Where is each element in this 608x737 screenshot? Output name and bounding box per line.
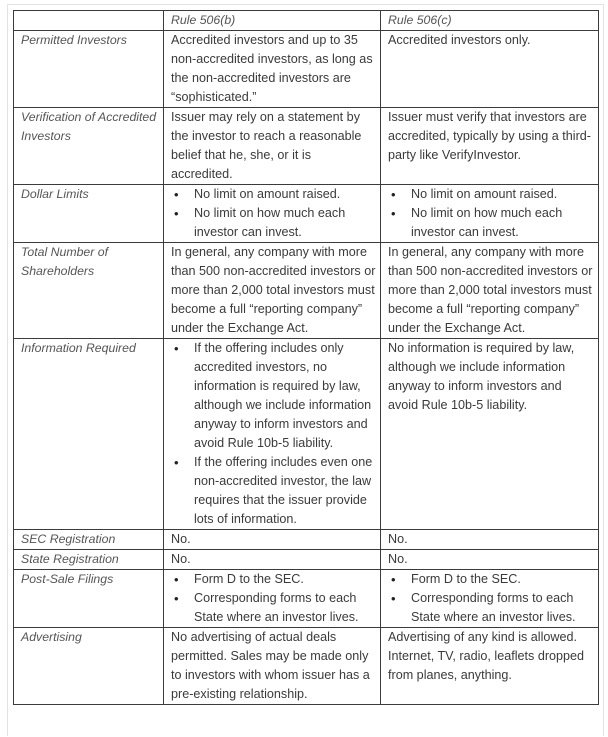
bullet-list <box>171 185 376 242</box>
row-label: Dollar Limits <box>14 185 164 243</box>
cell-506c: No. <box>381 530 599 550</box>
row-advertising <box>14 628 599 705</box>
cell-506b: No advertising of actual deals permitted. Sales may be made only to investors with whom issuer has a pre-existing relationship. <box>164 628 381 705</box>
row-sec-registration <box>14 530 599 550</box>
cell-506c: Advertising of any kind is allowed. Internet, TV, radio, leaflets dropped from planes, anything. <box>381 628 599 705</box>
cell-506b <box>164 185 381 243</box>
bullet-item: • If the offering includes even one non-accredited investor, the law requires that the issuer provide lots of information. <box>171 453 376 529</box>
cell-506b <box>164 570 381 628</box>
bullet-item: • No limit on how much each investor can invest. <box>388 204 594 242</box>
row-label: SEC Registration <box>14 530 164 550</box>
bullet-item: • Form D to the SEC. <box>388 570 594 589</box>
bullet-item: • Corresponding forms to each State where an investor lives. <box>171 589 376 627</box>
cell-506b: In general, any company with more than 500 non-accredited investors or more than 2,000 total investors must become a full “reporting company” under the Exchange Act. <box>164 243 381 339</box>
row-label: Information Required <box>14 339 164 530</box>
rule-506-comparison-table <box>13 10 599 705</box>
bullet-list <box>171 339 376 529</box>
header-row <box>14 11 599 31</box>
header-rule-506c: Rule 506(c) <box>381 11 599 31</box>
header-rule-506b: Rule 506(b) <box>164 11 381 31</box>
bullet-item: • No limit on amount raised. <box>171 185 376 204</box>
bullet-item: • No limit on how much each investor can invest. <box>171 204 376 242</box>
bullet-item: • If the offering includes only accredited investors, no information is required by law, although we include information anyway to inform investors and avoid Rule 10b-5 liability. <box>171 339 376 453</box>
row-verification <box>14 108 599 185</box>
cell-506c: Issuer must verify that investors are accredited, typically by using a third-party like VerifyInvestor. <box>381 108 599 185</box>
row-state-registration <box>14 550 599 570</box>
cell-506c <box>381 185 599 243</box>
cell-506c <box>381 570 599 628</box>
row-total-shareholders <box>14 243 599 339</box>
cell-506c: In general, any company with more than 500 non-accredited investors or more than 2,000 total investors must become a full “reporting company” under the Exchange Act. <box>381 243 599 339</box>
bullet-list <box>388 185 594 242</box>
cell-506c: No. <box>381 550 599 570</box>
row-label: Post-Sale Filings <box>14 570 164 628</box>
row-label: Advertising <box>14 628 164 705</box>
row-post-sale-filings <box>14 570 599 628</box>
row-permitted-investors <box>14 31 599 108</box>
row-label: Verification of Accredited Investors <box>14 108 164 185</box>
row-information-required <box>14 339 599 530</box>
row-label: Permitted Investors <box>14 31 164 108</box>
cell-506b: No. <box>164 530 381 550</box>
row-label: State Registration <box>14 550 164 570</box>
cell-506b: Issuer may rely on a statement by the investor to reach a reasonable belief that he, she, or it is accredited. <box>164 108 381 185</box>
row-dollar-limits <box>14 185 599 243</box>
bullet-item: • Form D to the SEC. <box>171 570 376 589</box>
cell-506c: Accredited investors only. <box>381 31 599 108</box>
cell-506b: No. <box>164 550 381 570</box>
bullet-item: • No limit on amount raised. <box>388 185 594 204</box>
bullet-list <box>388 570 594 627</box>
cell-506c: No information is required by law, although we include information anyway to inform investors and avoid Rule 10b-5 liability. <box>381 339 599 530</box>
cell-506b: Accredited investors and up to 35 non-accredited investors, as long as the non-accredited investors are “sophisticated.” <box>164 31 381 108</box>
row-label: Total Number of Shareholders <box>14 243 164 339</box>
bullet-item: • Corresponding forms to each State where an investor lives. <box>388 589 594 627</box>
header-empty-cell <box>14 11 164 31</box>
bullet-list <box>171 570 376 627</box>
cell-506b <box>164 339 381 530</box>
